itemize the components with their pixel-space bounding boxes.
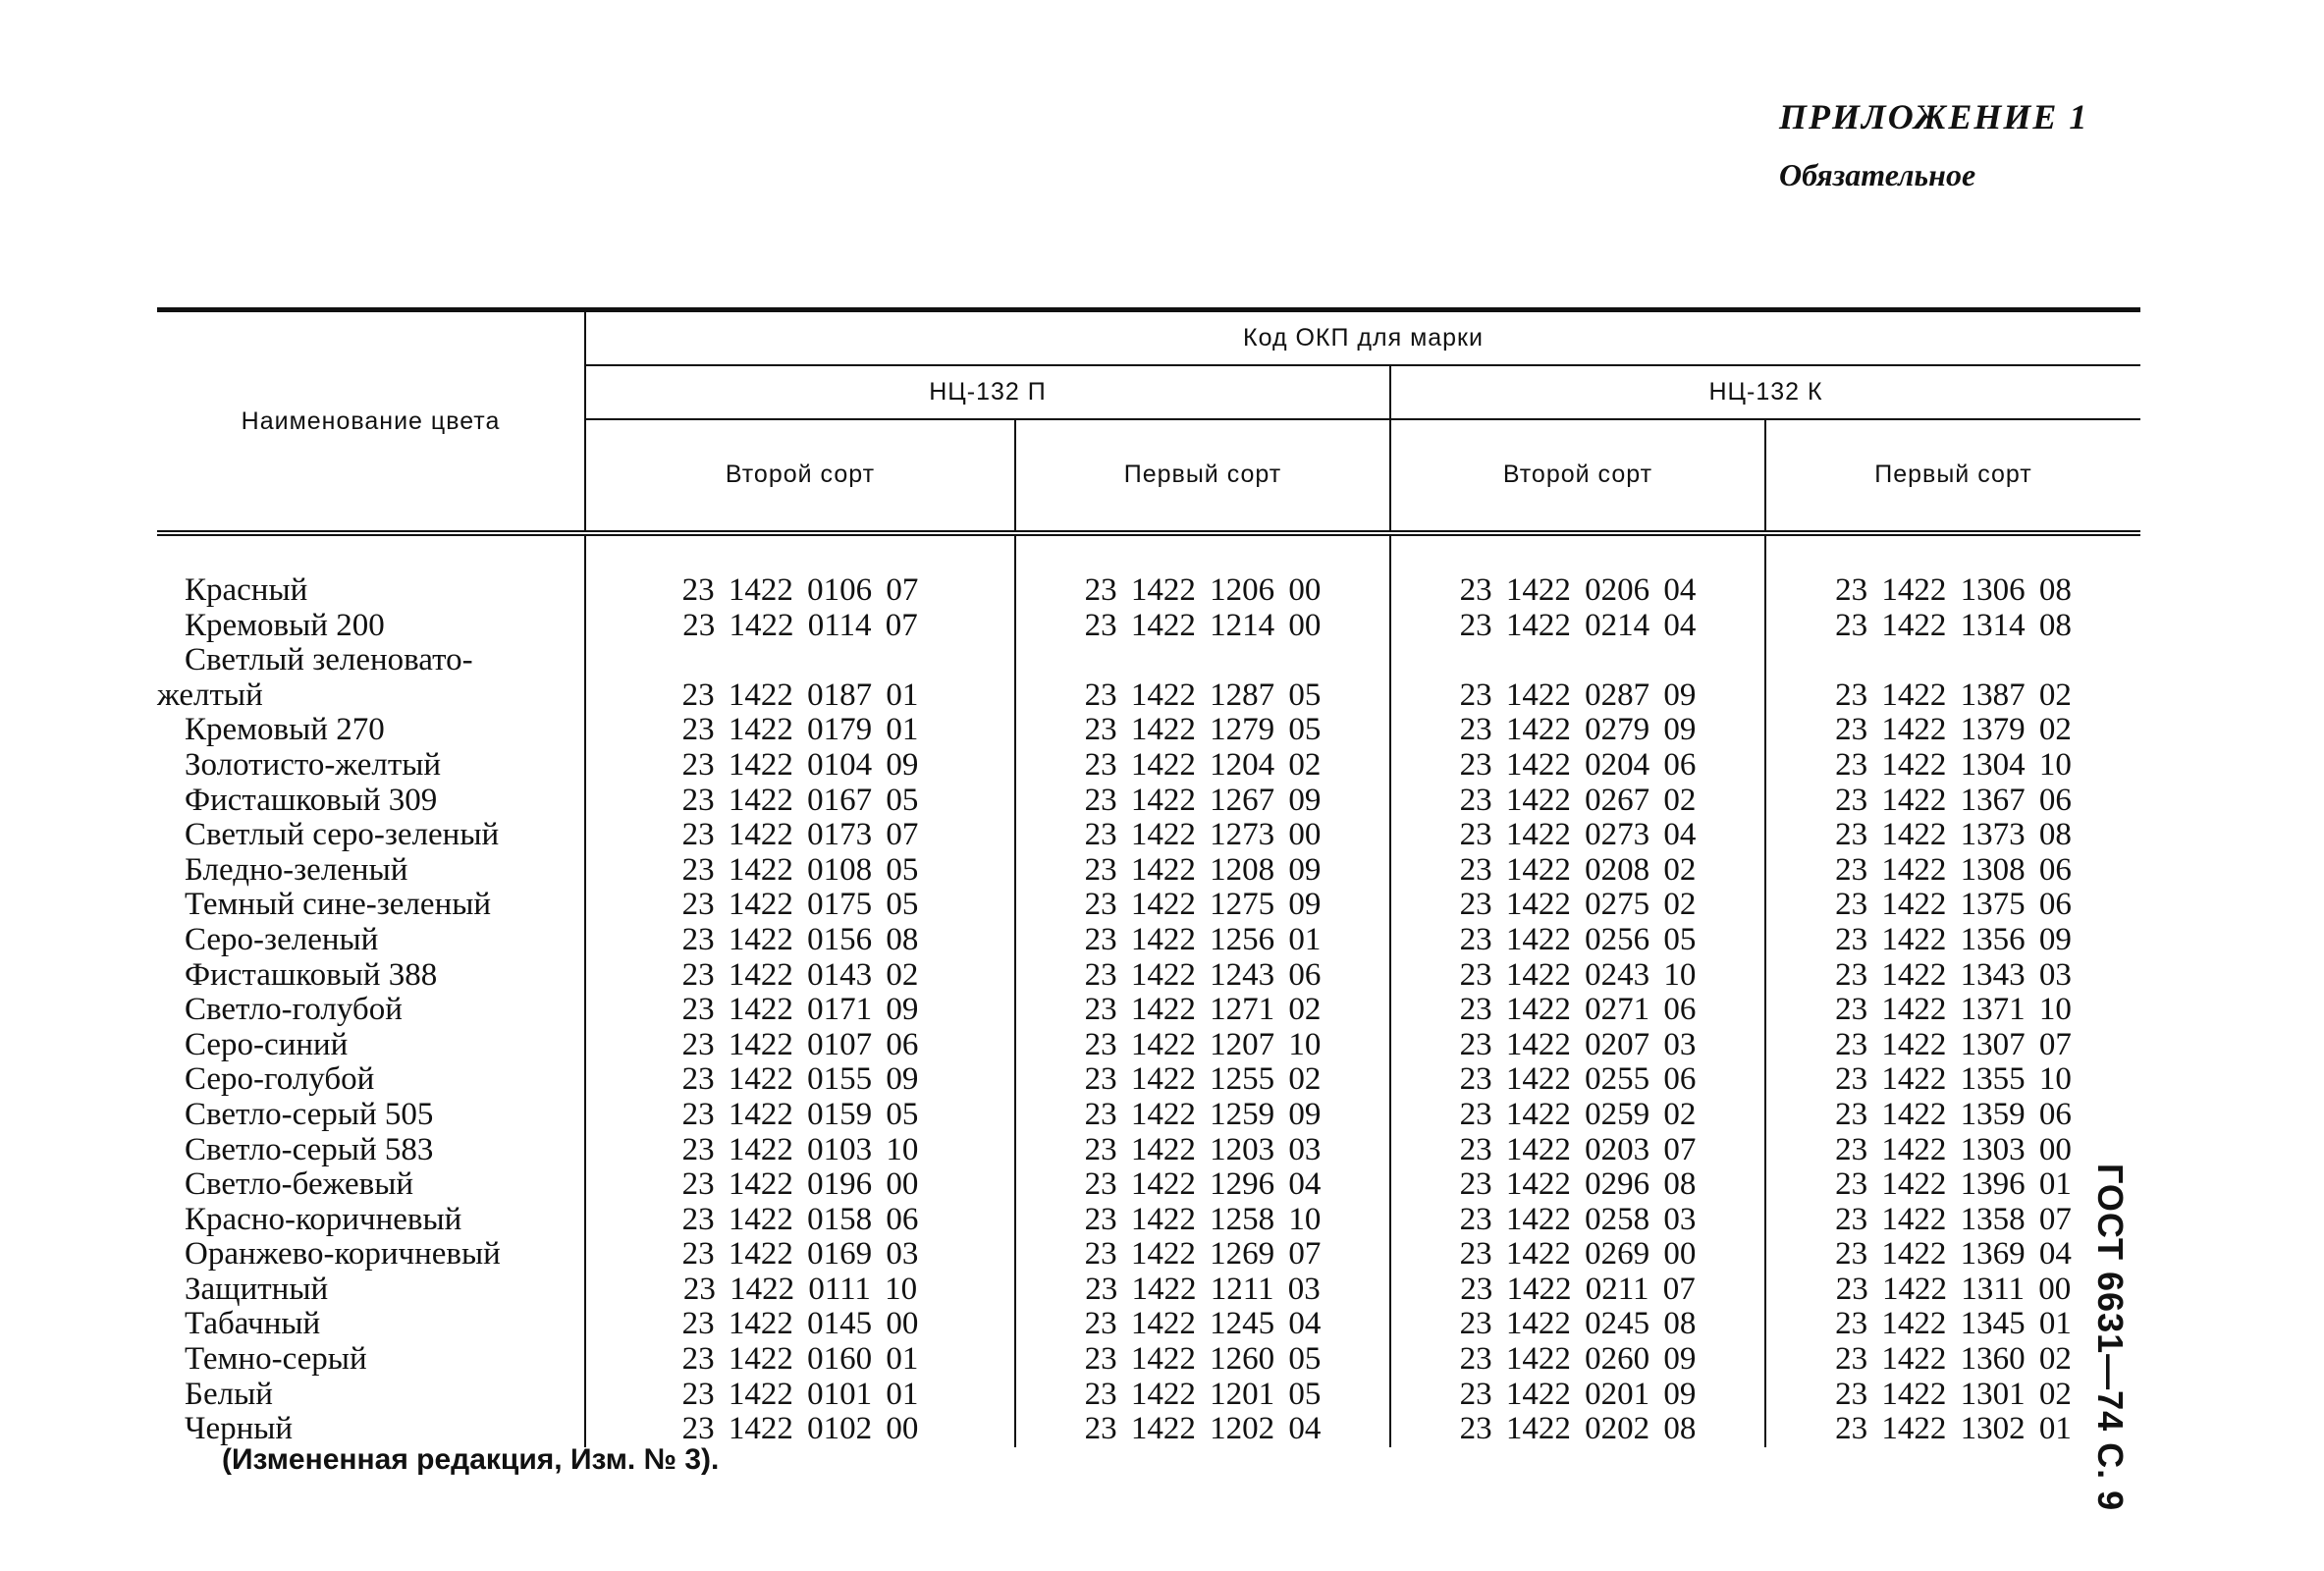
header-brand-nc132p: НЦ-132 П bbox=[585, 365, 1390, 419]
okp-code-cell: 23 1422 0175 05 bbox=[585, 888, 1015, 923]
table-row bbox=[157, 1412, 2140, 1447]
okp-code-cell: 23 1422 0156 08 bbox=[585, 923, 1015, 958]
table-row bbox=[157, 643, 2140, 713]
okp-code-cell: 23 1422 0267 02 bbox=[1390, 784, 1765, 819]
okp-code-cell: 23 1422 1201 05 bbox=[1015, 1378, 1390, 1413]
okp-code-cell: 23 1422 1243 06 bbox=[1015, 958, 1390, 994]
okp-code-cell: 23 1422 1267 09 bbox=[1015, 784, 1390, 819]
page-side-label: ГОСТ 6631—74 С. 9 bbox=[2090, 1164, 2131, 1512]
color-name-cell: Серо-голубой bbox=[157, 1062, 585, 1098]
okp-code-cell: 23 1422 0271 06 bbox=[1390, 993, 1765, 1028]
color-name-cell: Бледно-зеленый bbox=[157, 853, 585, 889]
header-brand-nc132k: НЦ-132 К bbox=[1390, 365, 2140, 419]
okp-code-cell: 23 1422 0159 05 bbox=[585, 1098, 1015, 1133]
okp-code-cell: 23 1422 1355 10 bbox=[1835, 1061, 2072, 1098]
table-row bbox=[157, 1028, 2140, 1063]
okp-code-cell: 23 1422 0173 07 bbox=[585, 818, 1015, 853]
okp-code-cell: 23 1422 1259 09 bbox=[1015, 1098, 1390, 1133]
okp-code-cell: 23 1422 0207 03 bbox=[1390, 1028, 1765, 1063]
okp-code-cell: 23 1422 0196 00 bbox=[585, 1167, 1015, 1203]
color-name-cell: Кремовый 270 bbox=[157, 713, 585, 748]
okp-code-cell: 23 1422 0171 09 bbox=[585, 993, 1015, 1028]
color-name-cell: Красно-коричневый bbox=[157, 1203, 585, 1238]
color-name-cell: Фисташковый 309 bbox=[157, 784, 585, 819]
okp-code-cell: 23 1422 0169 03 bbox=[585, 1237, 1015, 1273]
okp-code-cell: 23 1422 0206 04 bbox=[1390, 533, 1765, 609]
okp-code-cell: 23 1422 1287 05 bbox=[1015, 643, 1390, 713]
okp-code-cell: 23 1422 0145 00 bbox=[585, 1307, 1015, 1342]
okp-code-cell: 23 1422 0203 07 bbox=[1390, 1133, 1765, 1168]
table-row bbox=[157, 818, 2140, 853]
table-row bbox=[157, 1098, 2140, 1133]
color-name-line1: Светлый зеленовато- bbox=[185, 642, 473, 678]
okp-code-cell: 23 1422 0104 09 bbox=[585, 748, 1015, 784]
table-header bbox=[157, 310, 2140, 534]
header-grade-first-p: Первый сорт bbox=[1015, 419, 1390, 533]
okp-code-cell: 23 1422 0101 01 bbox=[585, 1378, 1015, 1413]
table-row bbox=[157, 533, 2140, 609]
okp-code-cell: 23 1422 1204 02 bbox=[1015, 748, 1390, 784]
okp-code-cell: 23 1422 0260 09 bbox=[1390, 1342, 1765, 1378]
color-name-cell bbox=[157, 643, 585, 713]
okp-code-cell: 23 1422 0160 01 bbox=[585, 1342, 1015, 1378]
okp-code-cell: 23 1422 1208 09 bbox=[1015, 853, 1390, 889]
okp-code-cell: 23 1422 1373 08 bbox=[1835, 817, 2072, 853]
okp-code-table bbox=[157, 307, 2140, 1447]
appendix-subtitle: Обязательное bbox=[1779, 157, 1976, 192]
okp-code-cell: 23 1422 1304 10 bbox=[1835, 746, 2072, 783]
table-row bbox=[157, 993, 2140, 1028]
appendix-title: ПРИЛОЖЕНИЕ 1 bbox=[1779, 97, 2089, 136]
okp-code-cell: 23 1422 1358 07 bbox=[1835, 1201, 2072, 1237]
okp-code-cell: 23 1422 1367 06 bbox=[1835, 782, 2072, 818]
okp-code-cell: 23 1422 0155 09 bbox=[585, 1062, 1015, 1098]
okp-code-cell: 23 1422 0179 01 bbox=[585, 713, 1015, 748]
okp-code-cell: 23 1422 1359 06 bbox=[1835, 1096, 2072, 1132]
okp-code-cell: 23 1422 1314 08 bbox=[1835, 607, 2072, 643]
table-row bbox=[157, 748, 2140, 784]
okp-code-cell: 23 1422 1308 06 bbox=[1835, 851, 2072, 888]
color-name-cell: Светло-серый 505 bbox=[157, 1098, 585, 1133]
color-name-cell: Белый bbox=[157, 1378, 585, 1413]
table-row bbox=[157, 713, 2140, 748]
okp-code-cell: 23 1422 1273 00 bbox=[1015, 818, 1390, 853]
color-name-cell: Табачный bbox=[157, 1307, 585, 1342]
table-row bbox=[157, 1307, 2140, 1342]
color-name-cell: Светлый серо-зеленый bbox=[157, 818, 585, 853]
header-color-name: Наименование цвета bbox=[157, 310, 585, 534]
okp-code-cell: 23 1422 0279 09 bbox=[1390, 713, 1765, 748]
table-row bbox=[157, 1342, 2140, 1378]
color-name-cell: Оранжево-коричневый bbox=[157, 1237, 585, 1273]
okp-code-cell: 23 1422 1356 09 bbox=[1835, 921, 2072, 957]
color-name-cell: Темный сине-зеленый bbox=[157, 888, 585, 923]
okp-code-cell: 23 1422 1375 06 bbox=[1835, 887, 2072, 923]
table-row bbox=[157, 1062, 2140, 1098]
okp-code-cell: 23 1422 0287 09 bbox=[1390, 643, 1765, 713]
table-row bbox=[157, 1237, 2140, 1273]
okp-code-cell: 23 1422 0102 00 bbox=[585, 1412, 1015, 1447]
okp-code-cell: 23 1422 0208 02 bbox=[1390, 853, 1765, 889]
header-grade-second-p: Второй сорт bbox=[585, 419, 1015, 533]
okp-code-cell: 23 1422 0107 06 bbox=[585, 1028, 1015, 1063]
okp-code-cell: 23 1422 1301 02 bbox=[1835, 1376, 2072, 1412]
table-row bbox=[157, 609, 2140, 644]
okp-code-cell: 23 1422 1343 03 bbox=[1835, 956, 2072, 993]
okp-code-cell: 23 1422 1307 07 bbox=[1835, 1026, 2072, 1062]
color-name-cell: Кремовый 200 bbox=[157, 609, 585, 644]
okp-code-cell: 23 1422 0245 08 bbox=[1390, 1307, 1765, 1342]
okp-code-cell: 23 1422 1269 07 bbox=[1015, 1237, 1390, 1273]
table-body bbox=[157, 533, 2140, 1447]
okp-code-cell: 23 1422 1360 02 bbox=[1835, 1341, 2072, 1378]
okp-code-cell: 23 1422 0158 06 bbox=[585, 1203, 1015, 1238]
okp-code-cell: 23 1422 0201 09 bbox=[1390, 1378, 1765, 1413]
okp-code-cell: 23 1422 1245 04 bbox=[1015, 1307, 1390, 1342]
color-name-cell: Черный bbox=[157, 1412, 585, 1447]
okp-code-cell: 23 1422 1345 01 bbox=[1835, 1306, 2072, 1342]
table-row bbox=[157, 958, 2140, 994]
okp-code-cell: 23 1422 0106 07 bbox=[585, 533, 1015, 609]
table-row bbox=[157, 1133, 2140, 1168]
okp-code-cell: 23 1422 1203 03 bbox=[1015, 1133, 1390, 1168]
okp-code-cell: 23 1422 1275 09 bbox=[1015, 888, 1390, 923]
okp-code-cell: 23 1422 1256 01 bbox=[1015, 923, 1390, 958]
okp-code-cell: 23 1422 1311 00 bbox=[1835, 1271, 2072, 1307]
okp-code-cell: 23 1422 0214 04 bbox=[1390, 609, 1765, 644]
okp-code-cell: 23 1422 1255 02 bbox=[1015, 1062, 1390, 1098]
table-row bbox=[157, 888, 2140, 923]
okp-code-cell: 23 1422 1202 04 bbox=[1015, 1412, 1390, 1447]
header-okp-code-group: Код ОКП для марки bbox=[585, 310, 2140, 365]
okp-code-cell: 23 1422 1379 02 bbox=[1835, 712, 2072, 748]
okp-code-cell: 23 1422 0273 04 bbox=[1390, 818, 1765, 853]
header-grade-first-k: Первый сорт bbox=[1765, 419, 2140, 533]
table-row bbox=[157, 853, 2140, 889]
okp-code-cell: 23 1422 1296 04 bbox=[1015, 1167, 1390, 1203]
okp-code-cell: 23 1422 1260 05 bbox=[1015, 1342, 1390, 1378]
revision-note: (Измененная редакция, Изм. № 3). bbox=[222, 1443, 720, 1476]
okp-code-cell: 23 1422 1396 01 bbox=[1835, 1166, 2072, 1203]
okp-code-cell: 23 1422 1214 00 bbox=[1015, 609, 1390, 644]
okp-code-cell: 23 1422 0187 01 bbox=[585, 643, 1015, 713]
okp-code-cell: 23 1422 1387 02 bbox=[1835, 677, 2072, 713]
okp-code-cell: 23 1422 1306 08 bbox=[1835, 572, 2072, 608]
okp-code-cell: 23 1422 0259 02 bbox=[1390, 1098, 1765, 1133]
okp-code-cell: 23 1422 0143 02 bbox=[585, 958, 1015, 994]
okp-code-cell: 23 1422 1302 01 bbox=[1835, 1411, 2072, 1447]
okp-code-cell: 23 1422 1371 10 bbox=[1835, 992, 2072, 1028]
okp-code-cell: 23 1422 0258 03 bbox=[1390, 1203, 1765, 1238]
color-name-cell: Светло-бежевый bbox=[157, 1167, 585, 1203]
color-name-cell: Красный bbox=[157, 533, 585, 609]
header-grade-second-k: Второй сорт bbox=[1390, 419, 1765, 533]
okp-code-cell: 23 1422 0103 10 bbox=[585, 1133, 1015, 1168]
okp-code-cell: 23 1422 1271 02 bbox=[1015, 993, 1390, 1028]
okp-code-cell: 23 1422 0202 08 bbox=[1390, 1412, 1765, 1447]
okp-code-cell: 23 1422 1369 04 bbox=[1835, 1236, 2072, 1273]
okp-code-cell: 23 1422 0211 07 bbox=[1390, 1273, 1765, 1308]
okp-code-cell: 23 1422 1258 10 bbox=[1015, 1203, 1390, 1238]
color-name-cell: Серо-зеленый bbox=[157, 923, 585, 958]
table-row bbox=[157, 1273, 2140, 1308]
table-row bbox=[157, 923, 2140, 958]
okp-code-cell: 23 1422 1206 00 bbox=[1015, 533, 1390, 609]
okp-code-cell: 23 1422 0108 05 bbox=[585, 853, 1015, 889]
color-name-cell: Темно-серый bbox=[157, 1342, 585, 1378]
okp-code-cell: 23 1422 0256 05 bbox=[1390, 923, 1765, 958]
okp-code-cell: 23 1422 0255 06 bbox=[1390, 1062, 1765, 1098]
color-name-cell: Серо-синий bbox=[157, 1028, 585, 1063]
okp-code-cell: 23 1422 0275 02 bbox=[1390, 888, 1765, 923]
color-name-cell: Светло-голубой bbox=[157, 993, 585, 1028]
okp-code-cell: 23 1422 1303 00 bbox=[1835, 1131, 2072, 1167]
okp-code-cell: 23 1422 0204 06 bbox=[1390, 748, 1765, 784]
table-row bbox=[157, 1203, 2140, 1238]
okp-code-cell: 23 1422 0167 05 bbox=[585, 784, 1015, 819]
okp-code-cell: 23 1422 1207 10 bbox=[1015, 1028, 1390, 1063]
color-name-line2: желтый bbox=[157, 677, 263, 713]
color-name-cell: Защитный bbox=[157, 1273, 585, 1308]
color-name-cell: Фисташковый 388 bbox=[157, 958, 585, 994]
table-row bbox=[157, 1378, 2140, 1413]
color-name-cell: Светло-серый 583 bbox=[157, 1133, 585, 1168]
okp-code-cell: 23 1422 0269 00 bbox=[1390, 1237, 1765, 1273]
okp-code-cell: 23 1422 0114 07 bbox=[585, 609, 1015, 644]
okp-code-cell: 23 1422 1211 03 bbox=[1015, 1273, 1390, 1308]
okp-code-table-wrapper bbox=[157, 307, 2140, 1447]
okp-code-cell: 23 1422 0243 10 bbox=[1390, 958, 1765, 994]
table-row bbox=[157, 784, 2140, 819]
okp-code-cell: 23 1422 0111 10 bbox=[585, 1273, 1015, 1308]
okp-code-cell: 23 1422 0296 08 bbox=[1390, 1167, 1765, 1203]
color-name-cell: Золотисто-желтый bbox=[157, 748, 585, 784]
table-row bbox=[157, 1167, 2140, 1203]
okp-code-cell: 23 1422 1279 05 bbox=[1015, 713, 1390, 748]
